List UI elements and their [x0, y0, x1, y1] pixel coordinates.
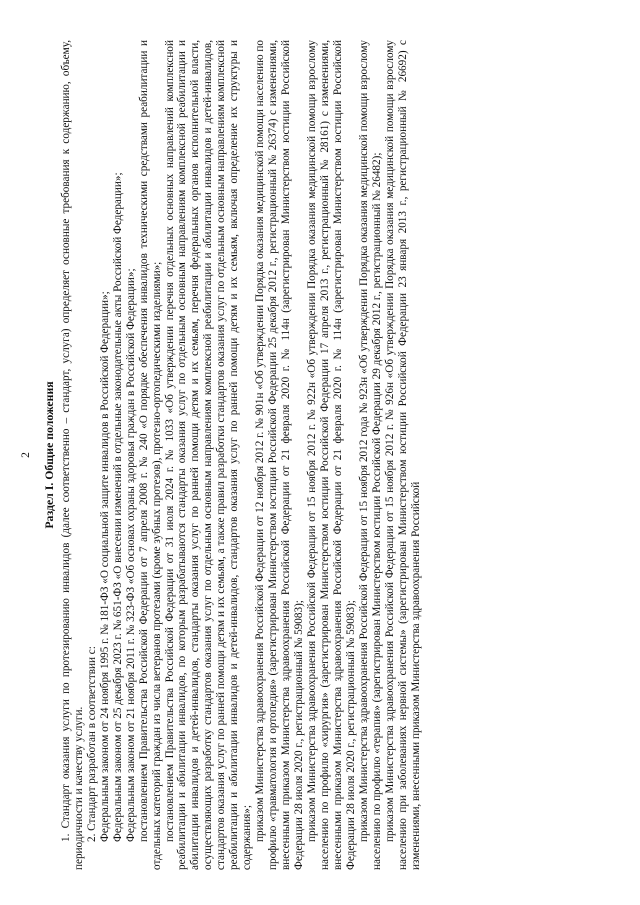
paragraph-order-922n: приказом Министерства здравоохранения Российской Федерации от 15 ноября 2012 г. № 922н «Об утверждении Порядка оказания медицинской помощи взрослому населению по профилю «хирургия» (зарегистрирован Министерством юстиции Российской Федерации 17 апреля 2013 г., регистрационный № 28161) с изменениями, внесенными приказом Министерства здравоохранения Российской Федерации от 21 февраля 2020 г. № 114н (зарегистрирован Министерством юстиции Российской Федерации 28 июля 2020 г., регистрационный № 59083);	[306, 40, 357, 870]
paragraph-order-901n: приказом Министерства здравоохранения Российской Федерации от 12 ноября 2012 г. № 901н «Об утверждении Порядка оказания медицинской помощи населению по профилю «травматология и ортопедия» (зарегистрирован Министерством юстиции Российской Федерации 25 декабря 2012 г., регистрационный № 26374) с изменениями, внесенными приказом Министерства здравоохранения Российской Федерации от 21 февраля 2020 г. № 114н (зарегистрирован Министерством юстиции Российской Федерации 28 июля 2020 г., регистрационный № 59083);	[254, 40, 306, 870]
paragraph-federal-law-181: Федеральным законом от 24 ноября 1995 г. № 181-ФЗ «О социальной защите инвалидов в Российской Федерации»;	[98, 291, 111, 842]
page-number: 2	[20, 452, 32, 458]
paragraph-resolution-240: постановлением Правительства Российской Федерации от 7 апреля 2008 г. № 240 «О порядке обеспечения инвалидов техническими средствами реабилитации и отдельных категорий граждан из числа ветеранов протезами (кроме зубных протезов), протезно-ортопедическими изделиями»;	[137, 40, 163, 870]
section-title: Раздел I. Общие положения	[41, 381, 56, 529]
paragraph-order-926n: приказом Министерства здравоохранения Российской Федерации от 15 ноября 2012 г. № 926н «Об утверждении Порядка оказания медицинской помощи взрослому населению при заболеваниях нервной системы» (зарегистрирован Министерством юстиции Российской Федерации 23 января 2013 г., регистрационный № 26692) с изменениями, внесенными приказом Министерства здравоохранения Российской	[383, 40, 422, 870]
paragraph-order-923n: приказом Министерства здравоохранения Российской Федерации от 15 ноября 2012 года № 923н «Об утверждении Порядка оказания медицинской помощи взрослому населению по профилю «терапия» (зарегистрирован Министерством юстиции Российской Федерации 29 декабря 2012 г., регистрационный № 26482);	[357, 40, 383, 870]
paragraph-developed-per: 2. Стандарт разработан в соответствии с:	[85, 646, 98, 842]
paragraph-standard-definition: 1. Стандарт оказания услуги по протезированию инвалидов (далее соответственно – стандарт, услуга) определяет основные требования к содержанию, объему, периодичности и качеству услуги.	[59, 40, 85, 870]
paragraph-resolution-1033: постановлением Правительства Российской Федерации от 31 июля 2024 г. № 1033 «Об утверждении перечня отдельных основных направлений комплексной реабилитации и абилитации инвалидов, по которым разрабатываются стандарты оказания услуг по отдельным основным направлениям комплексной реабилитации и абилитации инвалидов и детей-инвалидов, стандарты оказания услуг по ранней помощи детям и их семьям, перечня федеральных органов исполнительной власти, осуществляющих разработку стандартов оказания услуг по отдельным основным направлениям комплексной реабилитации и абилитации инвалидов и детей-инвалидов, стандартов оказания услуг по ранней помощи детям и их семьям, а также правил разработки стандартов оказания услуг по отдельным основным направлениям комплексной реабилитации и абилитации инвалидов и детей-инвалидов, стандартов оказания услуг по ранней помощи детям и их семьям, включая определение их структуры и содержания»;	[163, 40, 254, 870]
paragraph-federal-law-651: Федеральным законом от 25 декабря 2023 г. № 651-ФЗ «О внесении изменений в отдельные законодательные акты Российской Федерации»;	[111, 172, 124, 842]
rotated-content	[20, 40, 620, 870]
paragraph-federal-law-323: Федеральным законом от 21 ноября 2011 г. № 323-ФЗ «Об основах охраны здоровья граждан в Российской Федерации»;	[124, 268, 137, 842]
